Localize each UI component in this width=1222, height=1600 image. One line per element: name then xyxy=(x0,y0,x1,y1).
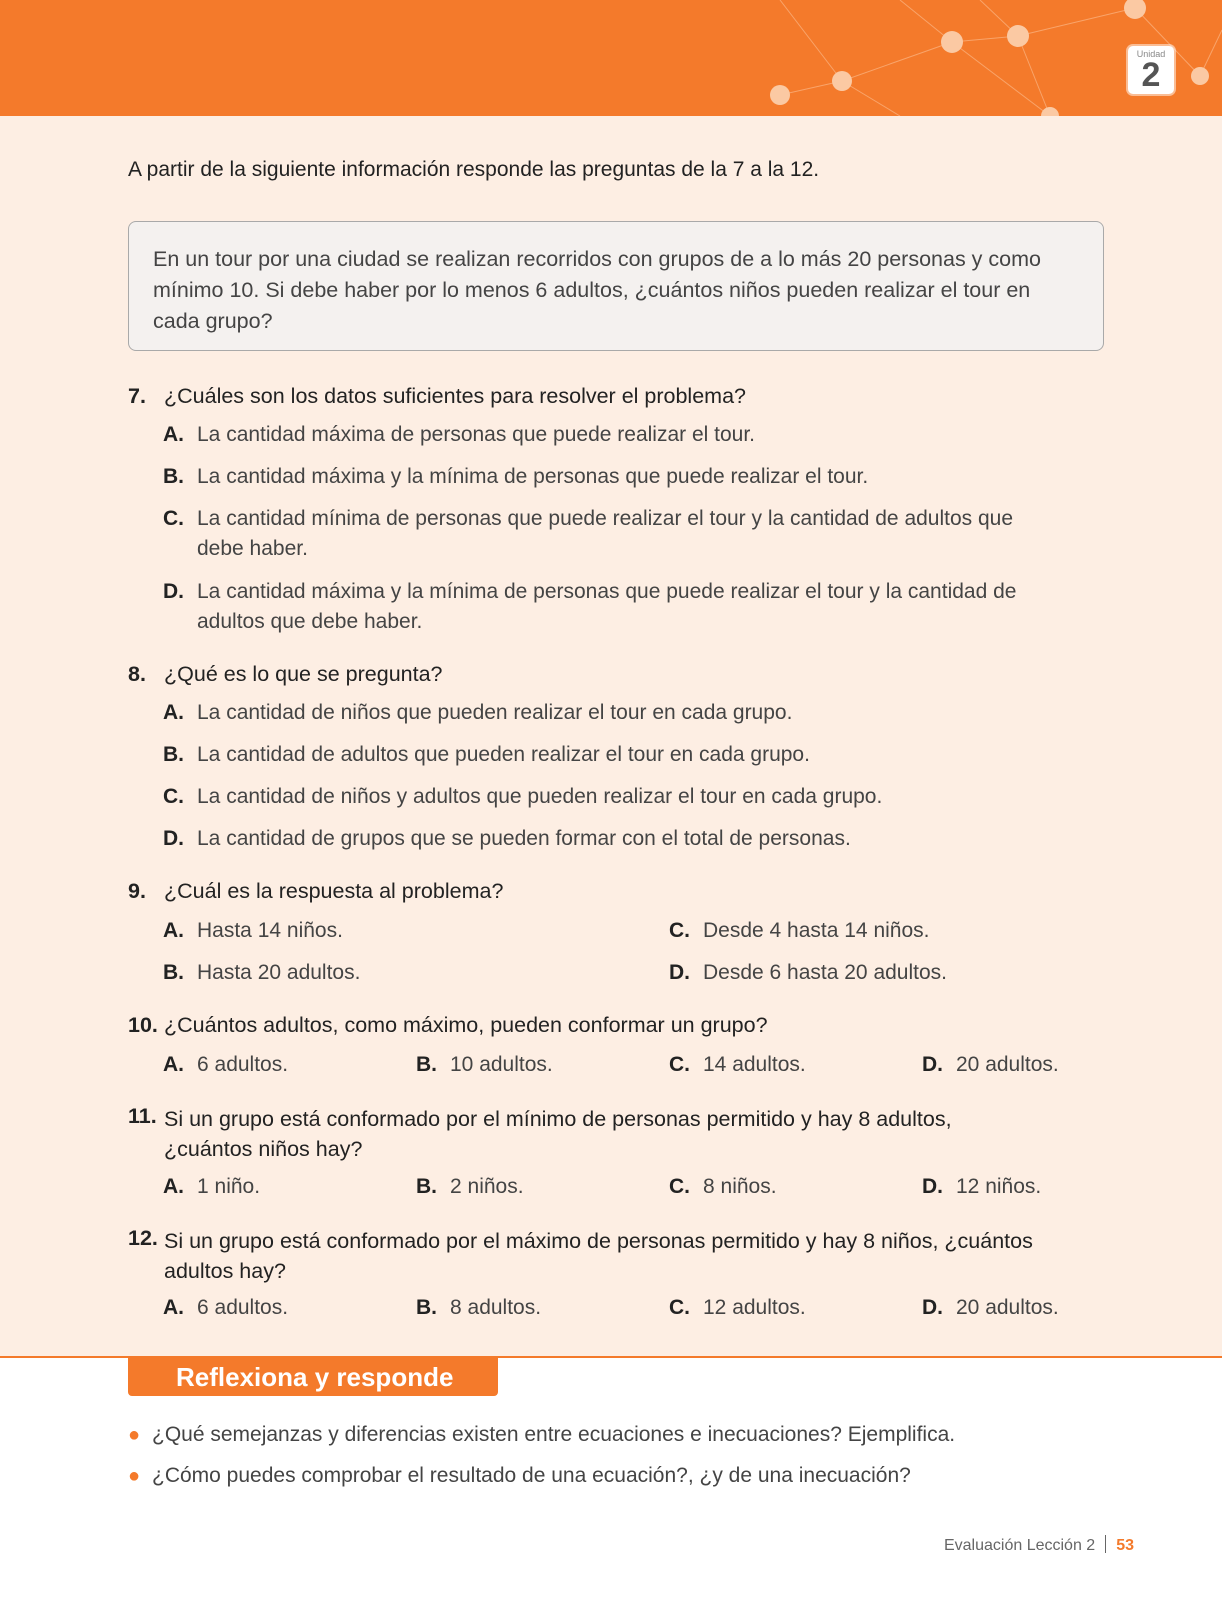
question-8 xyxy=(128,662,443,687)
option-text: La cantidad máxima y la mínima de personas que puede realizar el tour. xyxy=(197,465,869,488)
option-letter: A. xyxy=(163,1175,184,1198)
page-number: 53 xyxy=(1116,1537,1134,1554)
option xyxy=(163,577,1017,637)
option-text: 10 adultos. xyxy=(450,1053,553,1076)
option xyxy=(163,1050,288,1080)
option xyxy=(669,958,947,988)
option-letter: D. xyxy=(669,961,690,984)
option-text: La cantidad mínima de personas que puede realizar el tour y la cantidad de adultos que debe haber. xyxy=(197,507,1014,560)
option-letter: D. xyxy=(922,1175,943,1198)
question-text: Si un grupo está conformado por el mínimo de personas permitido y hay 8 adultos, ¿cuántos niños hay? xyxy=(164,1107,952,1161)
option-letter: D. xyxy=(922,1296,943,1319)
option xyxy=(163,420,755,450)
option-letter: B. xyxy=(416,1053,437,1076)
option xyxy=(416,1172,524,1202)
bullet-text: ¿Cómo puedes comprobar el resultado de una ecuación?, ¿y de una inecuación? xyxy=(152,1464,911,1487)
option-letter: B. xyxy=(163,961,184,984)
question-10 xyxy=(128,1013,768,1038)
option-letter: C. xyxy=(163,785,184,808)
option-text: La cantidad de adultos que pueden realizar el tour en cada grupo. xyxy=(197,743,810,766)
bullet-icon: ● xyxy=(128,1465,141,1487)
question-9 xyxy=(128,879,503,904)
option-letter: C. xyxy=(669,1053,690,1076)
option-text: 2 niños. xyxy=(450,1175,524,1198)
option-text: 8 adultos. xyxy=(450,1296,542,1319)
option xyxy=(416,1050,553,1080)
option-letter: B. xyxy=(163,743,184,766)
intro-text: A partir de la siguiente información responde las preguntas de la 7 a la 12. xyxy=(128,158,820,181)
problem-box xyxy=(128,221,1104,351)
option-text: La cantidad de niños y adultos que pueden realizar el tour en cada grupo. xyxy=(197,785,883,808)
option xyxy=(922,1050,1059,1080)
option-text: 20 adultos. xyxy=(956,1053,1059,1076)
question-text: ¿Qué es lo que se pregunta? xyxy=(164,662,443,686)
option-letter: A. xyxy=(163,919,184,942)
option-text: La cantidad de niños que pueden realizar el tour en cada grupo. xyxy=(197,701,793,724)
option-text: La cantidad de grupos que se pueden formar con el total de personas. xyxy=(197,827,851,850)
page-footer xyxy=(944,1535,1134,1555)
question-11 xyxy=(128,1104,1044,1164)
option-letter: A. xyxy=(163,701,184,724)
option-letter: A. xyxy=(163,1053,184,1076)
option-letter: C. xyxy=(669,919,690,942)
option-text: 14 adultos. xyxy=(703,1053,806,1076)
option-letter: C. xyxy=(669,1296,690,1319)
option xyxy=(669,1293,806,1323)
option-text: 12 niños. xyxy=(956,1175,1042,1198)
option-letter: A. xyxy=(163,1296,184,1319)
unit-label: Unidad xyxy=(1136,49,1166,59)
option-letter: B. xyxy=(163,465,184,488)
option-text: La cantidad máxima y la mínima de personas que puede realizar el tour y la cantidad de adultos que debe haber. xyxy=(197,580,1017,633)
option-letter: B. xyxy=(416,1175,437,1198)
footer-separator xyxy=(1105,1535,1106,1553)
question-text: ¿Cuáles son los datos suficientes para resolver el problema? xyxy=(164,384,746,408)
question-number: 12. xyxy=(128,1226,158,1250)
option-text: 12 adultos. xyxy=(703,1296,806,1319)
question-7 xyxy=(128,384,746,409)
option-letter: C. xyxy=(163,507,184,530)
unit-badge xyxy=(1128,46,1174,94)
option xyxy=(163,1293,288,1323)
option-text: 6 adultos. xyxy=(197,1053,289,1076)
option xyxy=(669,1050,806,1080)
option xyxy=(669,916,930,946)
question-text: Si un grupo está conformado por el máximo de personas permitido y hay 8 niños, ¿cuántos adultos hay? xyxy=(164,1229,1033,1283)
question-number: 9. xyxy=(128,879,146,903)
option-text: Hasta 14 niños. xyxy=(197,919,343,942)
option xyxy=(163,824,851,854)
question-12 xyxy=(128,1226,1044,1286)
option xyxy=(669,1172,777,1202)
option-text: Desde 4 hasta 14 niños. xyxy=(703,919,930,942)
option-text: Desde 6 hasta 20 adultos. xyxy=(703,961,948,984)
bullet-text: ¿Qué semejanzas y diferencias existen entre ecuaciones e inecuaciones? Ejemplifica. xyxy=(152,1423,956,1446)
option xyxy=(922,1172,1041,1202)
option xyxy=(416,1293,541,1323)
option xyxy=(922,1293,1059,1323)
question-number: 7. xyxy=(128,384,146,408)
option-letter: D. xyxy=(163,827,184,850)
question-text: ¿Cuántos adultos, como máximo, pueden conformar un grupo? xyxy=(164,1013,768,1037)
option-text: 20 adultos. xyxy=(956,1296,1059,1319)
option xyxy=(163,504,1017,564)
header-band xyxy=(0,0,1222,116)
question-number: 11. xyxy=(128,1104,157,1128)
option xyxy=(163,462,868,492)
question-number: 8. xyxy=(128,662,146,686)
option xyxy=(163,740,810,770)
problem-text: En un tour por una ciudad se realizan recorridos con grupos de a lo más 20 personas y como mínimo 10. Si debe haber por lo menos 6 adultos, ¿cuántos niños pueden realizar el tour en cada grupo? xyxy=(153,247,1041,333)
question-number: 10. xyxy=(128,1013,158,1037)
unit-number: 2 xyxy=(1141,56,1161,94)
reflexiona-bullet xyxy=(128,1464,911,1488)
option xyxy=(163,916,343,946)
option-text: Hasta 20 adultos. xyxy=(197,961,361,984)
reflexiona-title: Reflexiona y responde xyxy=(128,1358,498,1396)
footer-section: Evaluación Lección 2 xyxy=(943,1537,1096,1554)
option-text: La cantidad máxima de personas que puede realizar el tour. xyxy=(197,423,756,446)
question-text: ¿Cuál es la respuesta al problema? xyxy=(164,879,504,903)
option-text: 6 adultos. xyxy=(197,1296,289,1319)
option-text: 1 niño. xyxy=(197,1175,261,1198)
option-text: 8 niños. xyxy=(703,1175,777,1198)
option-letter: D. xyxy=(922,1053,943,1076)
network-decoration-icon xyxy=(0,0,1222,116)
option xyxy=(163,782,882,812)
option xyxy=(163,1172,260,1202)
option-letter: C. xyxy=(669,1175,690,1198)
reflexiona-bullet xyxy=(128,1423,955,1447)
bullet-icon: ● xyxy=(128,1424,141,1446)
option-letter: D. xyxy=(163,580,184,603)
option-letter: B. xyxy=(416,1296,437,1319)
option xyxy=(163,958,360,988)
option-letter: A. xyxy=(163,423,184,446)
option xyxy=(163,698,792,728)
